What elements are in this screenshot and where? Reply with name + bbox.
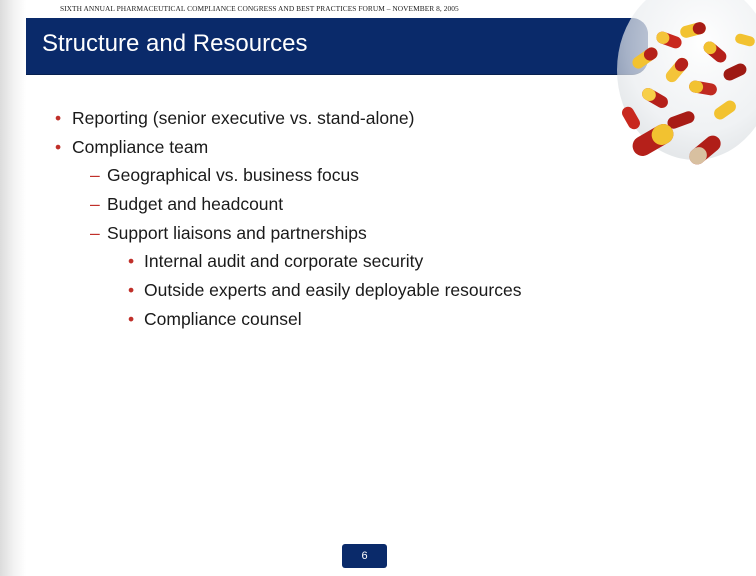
bullet-marker: •: [128, 308, 135, 329]
dash-marker: –: [90, 194, 100, 215]
bullet-text: Compliance counsel: [144, 308, 302, 329]
bullet-text: Compliance team: [72, 136, 209, 157]
bullet-text: Reporting (senior executive vs. stand-alone): [72, 108, 415, 128]
bullet-text: Budget and headcount: [107, 194, 284, 215]
bullet-marker: •: [55, 108, 62, 128]
bullet-marker: •: [128, 280, 135, 301]
event-header: SIXTH ANNUAL PHARMACEUTICAL COMPLIANCE CONGRESS AND BEST PRACTICES FORUM – NOVEMBER 8, 2005: [60, 4, 459, 13]
bullet-marker: •: [128, 251, 135, 272]
bullet-text: Internal audit and corporate security: [144, 251, 424, 272]
slide-title: Structure and Resources: [42, 30, 308, 57]
content-bullet-list: [0, 104, 756, 334]
dash-marker: –: [90, 165, 100, 186]
list-item: [0, 161, 756, 190]
bullet-text: Outside experts and easily deployable resources: [144, 280, 522, 301]
bullet-marker: •: [55, 136, 62, 157]
list-item: [0, 190, 756, 219]
list-item: [0, 305, 756, 334]
list-item: [0, 133, 756, 162]
dash-marker: –: [90, 222, 100, 243]
page-number-badge: 6: [342, 544, 387, 568]
list-item: [0, 104, 756, 133]
list-item: [0, 247, 756, 276]
bullet-text: Support liaisons and partnerships: [107, 222, 367, 243]
bullet-text: Geographical vs. business focus: [107, 165, 359, 186]
list-item: [0, 219, 756, 248]
list-item: [0, 276, 756, 305]
